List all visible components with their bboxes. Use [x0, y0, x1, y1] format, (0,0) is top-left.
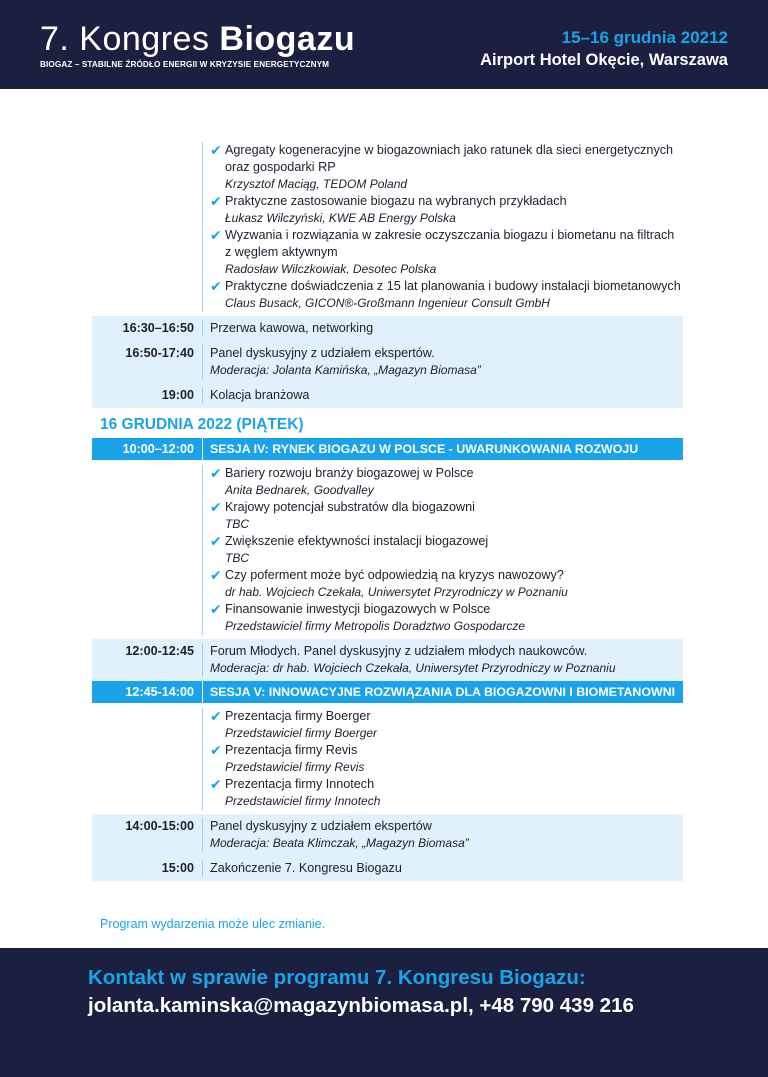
talk-title: Krajowy potencjał substratów dla biogazowni — [225, 500, 475, 514]
session-title: SESJA V: INNOWACYJNE ROZWIĄZANIA DLA BIOGAZOWNI I BIOMETANOWNI — [202, 681, 683, 703]
check-icon: ✔ — [210, 142, 222, 158]
talk-title: Praktyczne zastosowanie biogazu na wybranych przykładach — [225, 194, 567, 208]
talk-speaker: TBC — [225, 517, 249, 531]
talk-title: Prezentacja firmy Boerger — [225, 709, 371, 723]
agenda-title: Forum Młodych. Panel dyskusyjny z udziałem młodych naukowców. — [210, 644, 588, 658]
talk-speaker: Radosław Wilczkowiak, Desotec Polska — [225, 262, 437, 276]
talk-item — [210, 601, 683, 635]
time-cell — [92, 142, 202, 312]
talk-list — [210, 465, 683, 635]
talk-speaker: Łukasz Wilczyński, KWE AB Energy Polska — [225, 211, 456, 225]
agenda-time: 14:00-15:00 — [125, 819, 194, 833]
talk-list — [210, 708, 683, 810]
talk-speaker: TBC — [225, 551, 249, 565]
agenda-row — [92, 316, 683, 341]
agenda-time: 16:30–16:50 — [122, 321, 194, 335]
talk-title: Praktyczne doświadczenia z 15 lat planowania i budowy instalacji biometanowych — [225, 279, 681, 293]
event-subtitle: BIOGAZ – STABILNE ŹRÓDŁO ENERGII W KRYZYSIE ENERGETYCZNYM — [40, 60, 330, 69]
agenda-item — [202, 320, 683, 337]
check-icon: ✔ — [210, 601, 222, 617]
talk-title: Zwiększenie efektywności instalacji biogazowej — [225, 534, 489, 548]
agenda-rows-day1 — [92, 316, 683, 408]
talk-speaker: Przedstawiciel firmy Metropolis Doradztwo Gospodarcze — [225, 619, 526, 633]
agenda-moderator: Moderacja: dr hab. Wojciech Czekała, Uniwersytet Przyrodniczy w Poznaniu — [210, 661, 616, 675]
talks-content — [202, 465, 683, 635]
agenda-time: 19:00 — [161, 388, 194, 402]
talk-title: Prezentacja firmy Innotech — [225, 777, 375, 791]
talk-list — [210, 142, 683, 312]
check-icon: ✔ — [210, 567, 222, 583]
contact-title: Kontakt w sprawie programu 7. Kongresu Biogazu: — [88, 966, 586, 989]
time-cell — [92, 708, 202, 810]
session-title: SESJA IV: RYNEK BIOGAZU W POLSCE - UWARUNKOWANIA ROZWOJU — [202, 438, 683, 460]
agenda-item — [202, 387, 683, 404]
event-venue: Airport Hotel Okęcie, Warszawa — [480, 51, 728, 69]
agenda-row — [92, 814, 683, 856]
agenda-item — [202, 860, 683, 877]
event-title — [40, 20, 355, 58]
agenda-moderator: Moderacja: Beata Klimczak, „Magazyn Biomasa” — [210, 836, 469, 850]
agenda-time: 16:50-17:40 — [125, 346, 194, 360]
talk-item — [210, 533, 683, 567]
talk-item — [210, 499, 683, 533]
talk-title: Agregaty kogeneracyjne w biogazowniach jako ratunek dla sieci energetycznych oraz gospodarki RP — [225, 143, 674, 174]
check-icon: ✔ — [210, 742, 222, 758]
agenda-row — [92, 856, 683, 881]
agenda-row — [92, 383, 683, 408]
talk-speaker: Claus Busack, GICON®-Großmann Ingenieur Consult GmbH — [225, 296, 550, 310]
agenda-talks-block — [92, 138, 683, 316]
agenda-title: Panel dyskusyjny z udziałem ekspertów — [210, 819, 432, 833]
talk-title: Czy poferment może być odpowiedzią na kryzys nawozowy? — [225, 568, 564, 582]
talk-item — [210, 567, 683, 601]
agenda-talks-block — [92, 703, 683, 814]
talk-speaker: Anita Bednarek, Goodvalley — [225, 483, 374, 497]
check-icon: ✔ — [210, 193, 222, 209]
event-dates: 15–16 grudnia 20212 — [561, 28, 728, 47]
talks-content — [202, 708, 683, 810]
session-header — [92, 681, 683, 703]
contact-info: jolanta.kaminska@magazynbiomasa.pl, +48 790 439 216 — [88, 994, 634, 1017]
agenda-item — [202, 818, 683, 852]
session-time: 10:00–12:00 — [122, 442, 194, 456]
talk-speaker: dr hab. Wojciech Czekała, Uniwersytet Przyrodniczy w Poznaniu — [225, 585, 568, 599]
talks-content — [202, 142, 683, 312]
talk-item — [210, 708, 683, 742]
check-icon: ✔ — [210, 499, 222, 515]
talk-item — [210, 227, 683, 278]
check-icon: ✔ — [210, 465, 222, 481]
check-icon: ✔ — [210, 278, 222, 294]
agenda-rows-day2 — [92, 814, 683, 881]
agenda-time: 15:00 — [161, 861, 194, 875]
talk-speaker: Przedstawiciel firmy Innotech — [225, 794, 381, 808]
check-icon: ✔ — [210, 708, 222, 724]
agenda-row — [92, 341, 683, 383]
talk-speaker: Przedstawiciel firmy Boerger — [225, 726, 378, 740]
agenda — [92, 138, 683, 881]
session-header — [92, 438, 683, 460]
header-bar — [0, 0, 768, 89]
talk-item — [210, 142, 683, 193]
agenda-time: 12:00-12:45 — [125, 644, 194, 658]
check-icon: ✔ — [210, 227, 222, 243]
talk-speaker: Przedstawiciel firmy Revis — [225, 760, 365, 774]
agenda-moderator: Moderacja: Jolanta Kamińska, „Magazyn Biomasa” — [210, 363, 481, 377]
agenda-title: Zakończenie 7. Kongresu Biogazu — [210, 861, 402, 875]
talk-title: Wyzwania i rozwiązania w zakresie oczyszczania biogazu i biometanu na filtrach z węglem aktywnym — [225, 228, 675, 259]
agenda-title: Przerwa kawowa, networking — [210, 321, 374, 335]
program-change-note: Program wydarzenia może ulec zmianie. — [100, 917, 326, 931]
talk-item — [210, 776, 683, 810]
event-title-bold: Biogazu — [219, 20, 356, 58]
event-title-light: 7. Kongres — [40, 20, 220, 58]
time-cell — [92, 465, 202, 635]
talk-item — [210, 465, 683, 499]
session-time: 12:45-14:00 — [125, 685, 194, 699]
agenda-row — [92, 639, 683, 681]
check-icon: ✔ — [210, 776, 222, 792]
talk-title: Finansowanie inwestycji biogazowych w Polsce — [225, 602, 491, 616]
talk-speaker: Krzysztof Maciąg, TEDOM Poland — [225, 177, 408, 191]
talk-item — [210, 742, 683, 776]
agenda-item — [202, 345, 683, 379]
agenda-title: Kolacja branżowa — [210, 388, 310, 402]
check-icon: ✔ — [210, 533, 222, 549]
agenda-item — [202, 643, 683, 677]
talk-item — [210, 193, 683, 227]
talk-title: Prezentacja firmy Revis — [225, 743, 358, 757]
agenda-title: Panel dyskusyjny z udziałem ekspertów. — [210, 346, 435, 360]
day-heading: 16 GRUDNIA 2022 (PIĄTEK) — [100, 416, 304, 433]
agenda-talks-block — [92, 460, 683, 639]
talk-title: Bariery rozwoju branży biogazowej w Polsce — [225, 466, 474, 480]
talk-item — [210, 278, 683, 312]
